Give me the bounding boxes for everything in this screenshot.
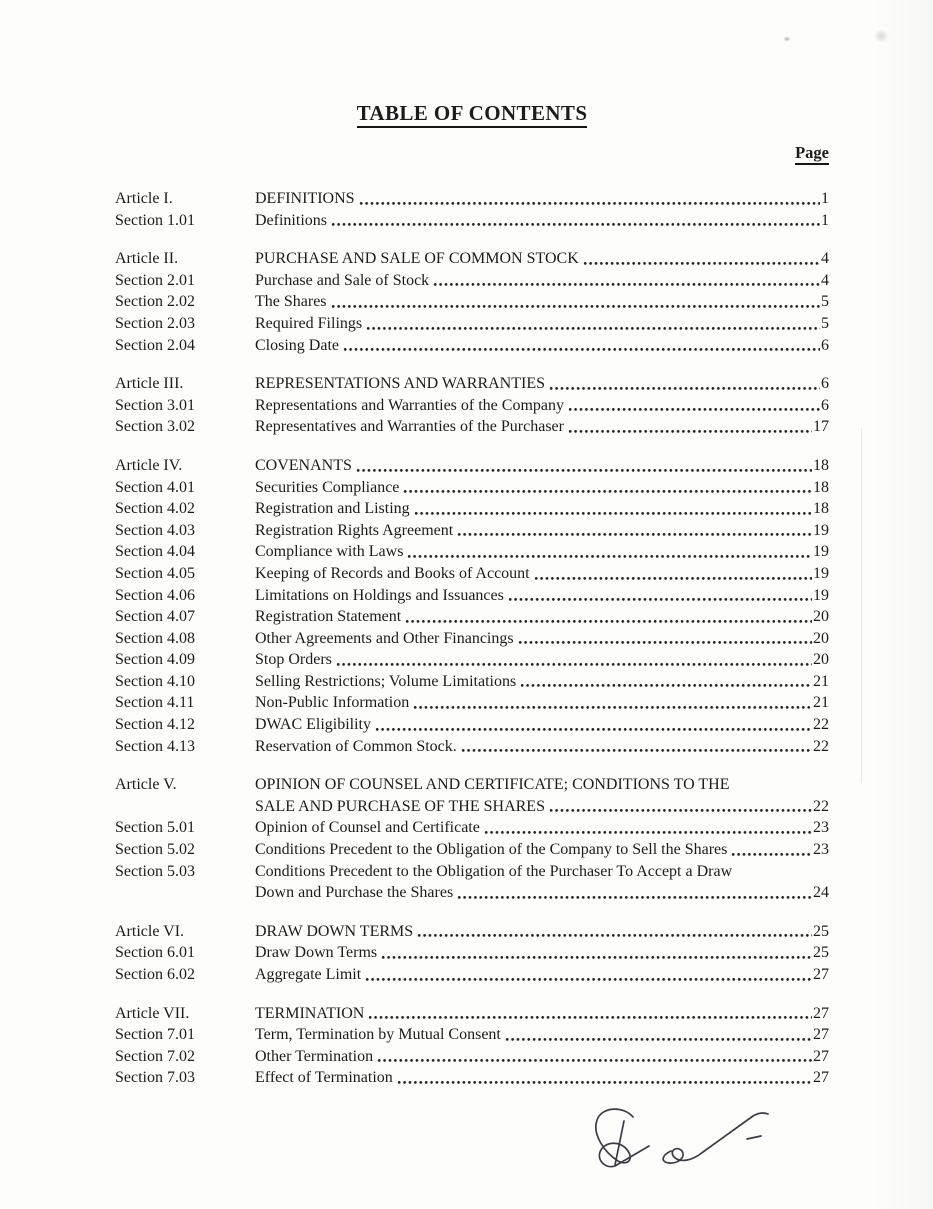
entry-line	[255, 606, 829, 628]
handwritten-initials-icon	[575, 1093, 790, 1178]
entry-line	[255, 774, 829, 796]
entry-lines	[255, 1024, 829, 1046]
dot-leader	[457, 532, 812, 537]
entry-lines	[255, 563, 829, 585]
toc-group	[115, 188, 829, 231]
entry-lines	[255, 774, 829, 817]
dot-leader	[375, 727, 812, 732]
entry-title: Definitions	[255, 211, 327, 229]
entry-lines	[255, 477, 829, 499]
dot-leader	[505, 1037, 812, 1042]
entry-line	[255, 585, 829, 607]
entry-title: Down and Purchase the Shares	[255, 884, 454, 902]
entry-title: Keeping of Records and Books of Account	[255, 564, 530, 582]
toc-entry	[115, 964, 829, 986]
toc-entry	[115, 921, 829, 943]
entry-line	[255, 270, 829, 292]
entry-lines	[255, 248, 829, 270]
entry-line	[255, 817, 829, 839]
entry-lines	[255, 270, 829, 292]
toc-entry	[115, 1003, 829, 1025]
entry-label: Article V.	[115, 776, 177, 794]
dot-leader	[568, 407, 820, 412]
page-number: 5	[821, 314, 829, 332]
toc-group	[115, 774, 829, 904]
page-content	[115, 0, 829, 1106]
entry-label: Section 3.02	[115, 418, 195, 436]
entry-lines	[255, 520, 829, 542]
entry-title: Stop Orders	[255, 651, 332, 669]
toc-entry	[115, 313, 829, 335]
entry-title: Registration Rights Agreement	[255, 521, 454, 539]
toc-entry	[115, 942, 829, 964]
entry-label: Section 5.02	[115, 841, 195, 859]
page-number: 22	[813, 737, 829, 755]
entry-label: Section 4.11	[115, 694, 195, 712]
entry-lines	[255, 373, 829, 395]
scan-edge-shading	[873, 0, 933, 1209]
dot-leader	[484, 830, 812, 835]
entry-title: REPRESENTATIONS AND WARRANTIES	[255, 375, 545, 393]
entry-line	[255, 649, 829, 671]
page-number: 6	[821, 336, 829, 354]
dot-leader	[414, 511, 812, 516]
page-number: 25	[813, 944, 829, 962]
entry-line	[255, 964, 829, 986]
entry-lines	[255, 861, 829, 904]
entry-lines	[255, 628, 829, 650]
page-number: 20	[813, 651, 829, 669]
page-number: 19	[813, 564, 829, 582]
entry-label: Section 5.03	[115, 862, 195, 880]
entry-lines	[255, 942, 829, 964]
entry-label: Section 4.13	[115, 737, 195, 755]
entry-lines	[255, 395, 829, 417]
toc-entry	[115, 188, 829, 210]
page-number: 19	[813, 586, 829, 604]
entry-line	[255, 373, 829, 395]
entry-line	[255, 477, 829, 499]
toc-entry	[115, 248, 829, 270]
dot-leader	[549, 386, 820, 391]
entry-label: Section 4.08	[115, 629, 195, 647]
entry-label: Article I.	[115, 190, 173, 207]
entry-line	[255, 335, 829, 357]
dot-leader	[397, 1080, 812, 1085]
dot-leader	[343, 347, 820, 352]
entry-title: Closing Date	[255, 336, 339, 354]
entry-title: DWAC Eligibility	[255, 716, 371, 734]
dot-leader	[417, 933, 812, 938]
entry-line	[255, 248, 829, 270]
dot-leader	[407, 554, 812, 559]
entry-title: Selling Restrictions; Volume Limitations	[255, 672, 517, 690]
entry-lines	[255, 1067, 829, 1089]
entry-label: Article VII.	[115, 1004, 190, 1022]
entry-label: Section 2.03	[115, 314, 195, 332]
entry-label: Article II.	[115, 250, 179, 268]
entry-title: Limitations on Holdings and Issuances	[255, 586, 504, 604]
entry-line	[255, 291, 829, 313]
entry-label: Article III.	[115, 375, 184, 393]
entry-label: Section 4.03	[115, 521, 195, 539]
entry-label: Section 4.07	[115, 608, 195, 626]
entry-title: Purchase and Sale of Stock	[255, 271, 430, 289]
toc-entry	[115, 817, 829, 839]
page-number: 6	[821, 396, 829, 414]
toc-entry	[115, 628, 829, 650]
entry-label: Section 6.01	[115, 944, 195, 962]
entry-line	[255, 628, 829, 650]
toc-entry	[115, 395, 829, 417]
entry-lines	[255, 416, 829, 438]
dot-leader	[403, 489, 812, 494]
entry-line	[255, 395, 829, 417]
entry-line	[255, 563, 829, 585]
page-number: 1	[821, 211, 829, 229]
page-number: 20	[813, 629, 829, 647]
entry-title: Draw Down Terms	[255, 944, 378, 962]
entry-line	[255, 1067, 829, 1089]
entry-lines	[255, 1003, 829, 1025]
entry-lines	[255, 1046, 829, 1068]
entry-lines	[255, 210, 829, 232]
entry-title: Required Filings	[255, 314, 363, 332]
dot-leader	[520, 683, 812, 688]
page-title-text: TABLE OF CONTENTS	[357, 101, 588, 128]
entry-lines	[255, 606, 829, 628]
entry-lines	[255, 964, 829, 986]
entry-line	[255, 839, 829, 861]
entry-lines	[255, 714, 829, 736]
toc-entry	[115, 861, 829, 904]
entry-title: DEFINITIONS	[255, 190, 355, 207]
dot-leader	[433, 282, 820, 287]
dot-leader	[366, 326, 820, 331]
entry-lines	[255, 188, 829, 210]
page-number: 20	[813, 608, 829, 626]
entry-title: Registration Statement	[255, 608, 402, 626]
entry-lines	[255, 671, 829, 693]
entry-lines	[255, 736, 829, 758]
page-number: 4	[821, 271, 829, 289]
scan-speck	[872, 28, 890, 44]
entry-line	[255, 541, 829, 563]
entry-label: Section 3.01	[115, 396, 195, 414]
entry-line	[255, 942, 829, 964]
entry-line	[255, 455, 829, 477]
toc-entry	[115, 736, 829, 758]
entry-lines	[255, 541, 829, 563]
toc-entry	[115, 335, 829, 357]
entry-title: Representations and Warranties of the Company	[255, 396, 564, 414]
entry-label: Article VI.	[115, 922, 185, 940]
entry-line	[255, 210, 829, 232]
page-number: 5	[821, 293, 829, 311]
entry-label: Section 7.03	[115, 1069, 195, 1087]
page-number: 27	[813, 1069, 829, 1087]
toc-list	[115, 188, 829, 1089]
dot-leader	[331, 222, 820, 227]
toc-entry	[115, 455, 829, 477]
entry-lines	[255, 335, 829, 357]
entry-title: SALE AND PURCHASE OF THE SHARES	[255, 797, 545, 815]
entry-title: Registration and Listing	[255, 500, 410, 518]
dot-leader	[731, 852, 812, 857]
entry-title: PURCHASE AND SALE OF COMMON STOCK	[255, 250, 579, 268]
dot-leader	[359, 201, 820, 206]
page-number: 27	[813, 966, 829, 983]
toc-entry	[115, 520, 829, 542]
entry-line	[255, 692, 829, 714]
dot-leader	[461, 748, 812, 753]
dot-leader	[336, 662, 812, 667]
entry-line	[255, 736, 829, 758]
entry-lines	[255, 313, 829, 335]
entry-title: OPINION OF COUNSEL AND CERTIFICATE; CONDITIONS TO THE	[255, 776, 730, 794]
entry-line	[255, 416, 829, 438]
entry-title: Other Termination	[255, 1047, 374, 1065]
toc-entry	[115, 1046, 829, 1068]
entry-lines	[255, 921, 829, 943]
entry-title: Representatives and Warranties of the Purchaser	[255, 418, 564, 436]
entry-line	[255, 188, 829, 210]
entry-line	[255, 882, 829, 904]
page-number: 22	[813, 797, 829, 815]
entry-line	[255, 1024, 829, 1046]
entry-label: Section 4.10	[115, 672, 195, 690]
entry-label: Section 4.01	[115, 478, 195, 496]
page-number: 23	[813, 841, 829, 859]
entry-lines	[255, 291, 829, 313]
entry-label: Section 4.02	[115, 500, 195, 518]
dot-leader	[518, 640, 812, 645]
entry-lines	[255, 455, 829, 477]
dot-leader	[583, 261, 820, 266]
entry-title: DRAW DOWN TERMS	[255, 922, 414, 940]
entry-line	[255, 498, 829, 520]
toc-entry	[115, 606, 829, 628]
toc-entry	[115, 416, 829, 438]
dot-leader	[568, 429, 812, 434]
entry-lines	[255, 585, 829, 607]
page-number: 25	[813, 922, 829, 940]
page-column-header-text: Page	[795, 143, 829, 165]
dot-leader	[534, 576, 812, 581]
entry-title: TERMINATION	[255, 1004, 365, 1022]
dot-leader	[549, 808, 812, 813]
entry-title: Non-Public Information	[255, 694, 410, 712]
entry-label: Section 7.02	[115, 1047, 195, 1065]
entry-line	[255, 714, 829, 736]
entry-line	[255, 921, 829, 943]
entry-label: Section 7.01	[115, 1026, 195, 1044]
dot-leader	[356, 468, 812, 473]
entry-title: Compliance with Laws	[255, 543, 404, 561]
toc-group	[115, 248, 829, 356]
dot-leader	[365, 977, 812, 982]
entry-title: Other Agreements and Other Financings	[255, 629, 514, 647]
toc-entry	[115, 649, 829, 671]
toc-group	[115, 1003, 829, 1089]
entry-line	[255, 796, 829, 818]
page-number: 1	[821, 190, 829, 207]
entry-title: Reservation of Common Stock.	[255, 737, 457, 755]
dot-leader	[368, 1015, 812, 1020]
entry-lines	[255, 649, 829, 671]
entry-lines	[255, 498, 829, 520]
toc-group	[115, 921, 829, 986]
page-number: 18	[813, 478, 829, 496]
toc-entry	[115, 563, 829, 585]
entry-lines	[255, 839, 829, 861]
page-number: 22	[813, 716, 829, 734]
entry-line	[255, 313, 829, 335]
toc-entry	[115, 1024, 829, 1046]
page-column-header	[115, 143, 829, 162]
entry-title: The Shares	[255, 293, 327, 311]
toc-entry	[115, 839, 829, 861]
entry-label: Section 1.01	[115, 211, 195, 229]
entry-label: Section 4.06	[115, 586, 195, 604]
entry-label: Section 4.04	[115, 543, 195, 561]
page-number: 23	[813, 819, 829, 837]
toc-entry	[115, 210, 829, 232]
entry-title: Conditions Precedent to the Obligation of the Company to Sell the Shares	[255, 841, 728, 859]
page-number: 19	[813, 521, 829, 539]
entry-title: Conditions Precedent to the Obligation of the Purchaser To Accept a Draw	[255, 862, 733, 880]
entry-line	[255, 520, 829, 542]
entry-title: Securities Compliance	[255, 478, 400, 496]
toc-entry	[115, 714, 829, 736]
toc-entry	[115, 671, 829, 693]
page-number: 18	[813, 456, 829, 474]
page-number: 18	[813, 500, 829, 518]
toc-group	[115, 373, 829, 438]
page-number: 21	[813, 694, 829, 712]
entry-title: Opinion of Counsel and Certificate	[255, 819, 480, 837]
toc-entry	[115, 477, 829, 499]
entry-line	[255, 671, 829, 693]
page-number: 27	[813, 1026, 829, 1044]
entry-title: Aggregate Limit	[255, 966, 362, 983]
entry-title: COVENANTS	[255, 456, 352, 474]
toc-entry	[115, 541, 829, 563]
toc-group	[115, 455, 829, 757]
page-number: 4	[821, 250, 829, 268]
entry-label: Section 2.04	[115, 336, 195, 354]
page-number: 6	[821, 375, 829, 393]
dot-leader	[381, 955, 812, 960]
page-number: 27	[813, 1047, 829, 1065]
entry-lines	[255, 692, 829, 714]
page-title	[115, 101, 829, 125]
entry-title: Effect of Termination	[255, 1069, 393, 1087]
toc-entry	[115, 373, 829, 395]
dot-leader	[331, 304, 820, 309]
toc-entry	[115, 692, 829, 714]
entry-line	[255, 1003, 829, 1025]
dot-leader	[508, 597, 812, 602]
page-number: 21	[813, 672, 829, 690]
page-number: 17	[813, 418, 829, 436]
toc-entry	[115, 498, 829, 520]
toc-entry	[115, 585, 829, 607]
entry-line	[255, 1046, 829, 1068]
dot-leader	[413, 705, 812, 710]
entry-title: Term, Termination by Mutual Consent	[255, 1026, 501, 1044]
dot-leader	[405, 619, 812, 624]
entry-label: Section 6.02	[115, 966, 195, 983]
page-number: 19	[813, 543, 829, 561]
signature-initials	[575, 1093, 790, 1178]
toc-entry	[115, 1067, 829, 1089]
entry-label: Section 4.09	[115, 651, 195, 669]
toc-entry	[115, 291, 829, 313]
entry-line	[255, 861, 829, 883]
scan-artifact-line	[861, 428, 862, 783]
entry-label: Section 4.05	[115, 564, 195, 582]
entry-label: Section 2.01	[115, 271, 195, 289]
entry-label: Section 4.12	[115, 716, 195, 734]
dot-leader	[377, 1058, 812, 1063]
page-number: 27	[813, 1004, 829, 1022]
dot-leader	[457, 895, 812, 900]
entry-label: Article IV.	[115, 456, 183, 474]
entry-lines	[255, 817, 829, 839]
page-number: 24	[813, 884, 829, 902]
toc-entry	[115, 270, 829, 292]
entry-label: Section 2.02	[115, 293, 195, 311]
entry-label: Section 5.01	[115, 819, 195, 837]
toc-entry	[115, 774, 829, 817]
